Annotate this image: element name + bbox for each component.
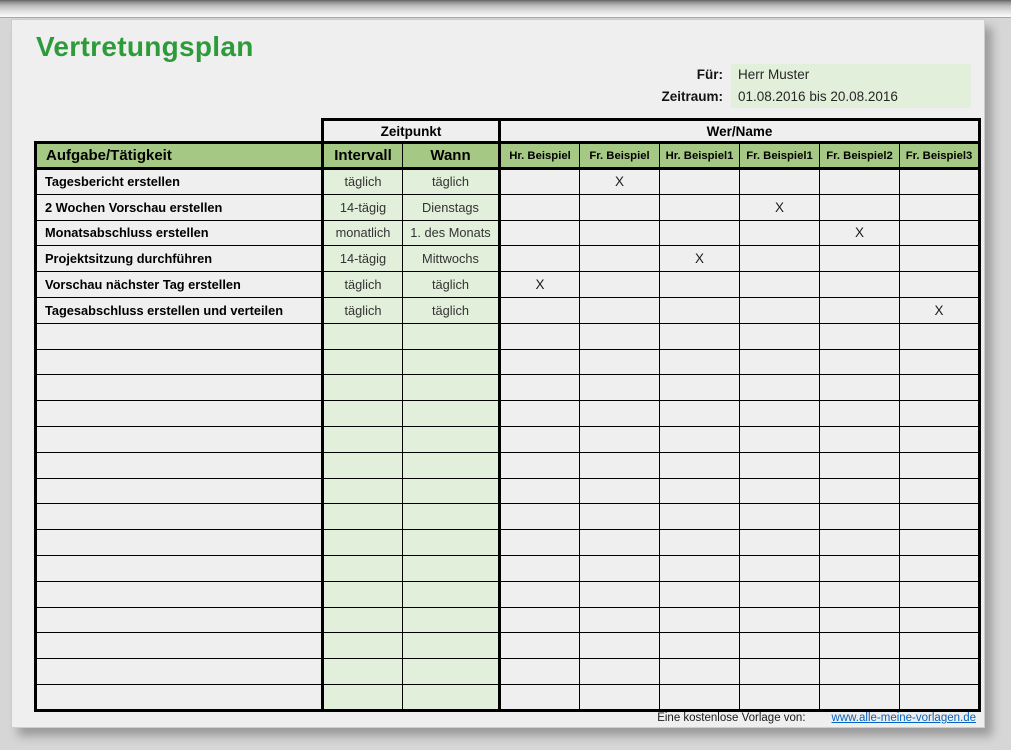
task-cell[interactable] — [36, 581, 323, 607]
table-row — [36, 297, 980, 323]
mark-cell[interactable] — [740, 581, 820, 607]
column-header-row — [36, 143, 980, 169]
empty-table-row — [36, 323, 980, 349]
mark-cell[interactable] — [660, 323, 740, 349]
plan-table-wrapper — [34, 118, 981, 712]
intervall-cell[interactable] — [323, 349, 403, 375]
mark-cell[interactable] — [580, 452, 660, 478]
mark-cell[interactable] — [900, 607, 980, 633]
mark-cell[interactable] — [820, 297, 900, 323]
mark-cell[interactable] — [580, 194, 660, 220]
task-cell[interactable] — [36, 401, 323, 427]
window-top-edge — [0, 0, 1011, 18]
mark-cell[interactable] — [740, 684, 820, 710]
empty-table-row — [36, 426, 980, 452]
mark-cell[interactable] — [500, 659, 580, 685]
mark-cell[interactable] — [500, 375, 580, 401]
mark-cell[interactable] — [900, 504, 980, 530]
mark-cell[interactable] — [580, 684, 660, 710]
mark-cell[interactable] — [500, 581, 580, 607]
task-cell[interactable] — [36, 323, 323, 349]
mark-cell[interactable] — [820, 194, 900, 220]
wann-cell[interactable] — [403, 504, 500, 530]
mark-cell[interactable] — [900, 452, 980, 478]
mark-cell[interactable] — [740, 220, 820, 246]
task-cell[interactable] — [36, 426, 323, 452]
table-row — [36, 194, 980, 220]
task-cell[interactable] — [36, 607, 323, 633]
empty-table-row — [36, 401, 980, 427]
column-header-name-2: Fr. Beispiel — [580, 143, 660, 169]
wann-cell[interactable] — [403, 684, 500, 710]
intervall-cell[interactable] — [323, 323, 403, 349]
mark-cell[interactable]: X — [580, 169, 660, 195]
wann-cell[interactable] — [403, 607, 500, 633]
group-header-wer-name: Wer/Name — [500, 120, 980, 143]
mark-cell[interactable] — [820, 272, 900, 298]
zeitraum-label: Zeitraum: — [661, 89, 723, 104]
mark-cell[interactable] — [660, 684, 740, 710]
task-cell[interactable]: Tagesbericht erstellen — [36, 169, 323, 195]
mark-cell[interactable] — [580, 581, 660, 607]
wann-cell[interactable] — [403, 375, 500, 401]
intervall-cell[interactable]: 14-tägig — [323, 194, 403, 220]
wann-cell[interactable] — [403, 452, 500, 478]
mark-cell[interactable] — [660, 530, 740, 556]
wann-cell[interactable] — [403, 478, 500, 504]
intervall-cell[interactable] — [323, 375, 403, 401]
mark-cell[interactable] — [660, 349, 740, 375]
mark-cell[interactable] — [900, 220, 980, 246]
mark-cell[interactable] — [580, 659, 660, 685]
mark-cell[interactable] — [900, 375, 980, 401]
mark-cell[interactable] — [580, 426, 660, 452]
mark-cell[interactable] — [740, 246, 820, 272]
mark-cell[interactable] — [820, 607, 900, 633]
mark-cell[interactable] — [820, 349, 900, 375]
mark-cell[interactable] — [660, 169, 740, 195]
empty-table-row — [36, 684, 980, 710]
mark-cell[interactable] — [900, 401, 980, 427]
mark-cell[interactable] — [900, 349, 980, 375]
table-row — [36, 169, 980, 195]
fuer-label: Für: — [696, 67, 723, 82]
mark-cell[interactable] — [660, 401, 740, 427]
mark-cell[interactable] — [660, 272, 740, 298]
mark-cell[interactable] — [900, 478, 980, 504]
mark-cell[interactable] — [580, 375, 660, 401]
mark-cell[interactable] — [580, 555, 660, 581]
mark-cell[interactable]: X — [660, 246, 740, 272]
mark-cell[interactable] — [660, 375, 740, 401]
table-row — [36, 220, 980, 246]
task-cell[interactable]: Monatsabschluss erstellen — [36, 220, 323, 246]
task-cell[interactable] — [36, 452, 323, 478]
footer — [657, 712, 976, 724]
intervall-cell[interactable] — [323, 426, 403, 452]
mark-cell[interactable] — [820, 169, 900, 195]
mark-cell[interactable] — [580, 272, 660, 298]
task-cell[interactable] — [36, 659, 323, 685]
mark-cell[interactable] — [900, 246, 980, 272]
column-header-task: Aufgabe/Tätigkeit — [36, 143, 323, 169]
page-title: Vertretungsplan — [36, 31, 254, 62]
intervall-cell[interactable] — [323, 452, 403, 478]
empty-table-row — [36, 607, 980, 633]
mark-cell[interactable] — [820, 684, 900, 710]
intervall-cell[interactable] — [323, 478, 403, 504]
intervall-cell[interactable] — [323, 607, 403, 633]
wann-cell[interactable] — [403, 426, 500, 452]
intervall-cell[interactable]: täglich — [323, 272, 403, 298]
mark-cell[interactable] — [660, 504, 740, 530]
mark-cell[interactable] — [500, 246, 580, 272]
mark-cell[interactable] — [900, 426, 980, 452]
wann-cell[interactable] — [403, 633, 500, 659]
column-header-name-3: Hr. Beispiel1 — [660, 143, 740, 169]
mark-cell[interactable] — [900, 555, 980, 581]
mark-cell[interactable]: X — [500, 272, 580, 298]
empty-table-row — [36, 478, 980, 504]
mark-cell[interactable] — [740, 323, 820, 349]
meta-row-fuer — [549, 64, 979, 86]
mark-cell[interactable] — [740, 555, 820, 581]
column-header-name-1: Hr. Beispiel — [500, 143, 580, 169]
mark-cell[interactable] — [660, 478, 740, 504]
mark-cell[interactable] — [660, 194, 740, 220]
mark-cell[interactable] — [580, 530, 660, 556]
mark-cell[interactable] — [900, 194, 980, 220]
mark-cell[interactable]: X — [900, 297, 980, 323]
task-cell[interactable] — [36, 504, 323, 530]
mark-cell[interactable] — [660, 220, 740, 246]
header-spacer — [36, 120, 323, 143]
mark-cell[interactable] — [740, 426, 820, 452]
task-cell[interactable] — [36, 349, 323, 375]
mark-cell[interactable] — [820, 555, 900, 581]
mark-cell[interactable] — [580, 478, 660, 504]
mark-cell[interactable] — [820, 659, 900, 685]
mark-cell[interactable] — [820, 504, 900, 530]
mark-cell[interactable] — [580, 220, 660, 246]
mark-cell[interactable] — [580, 607, 660, 633]
mark-cell[interactable] — [900, 272, 980, 298]
task-cell[interactable] — [36, 633, 323, 659]
mark-cell[interactable] — [580, 297, 660, 323]
mark-cell[interactable] — [500, 169, 580, 195]
mark-cell[interactable] — [740, 607, 820, 633]
fuer-value-field[interactable]: Herr Muster — [731, 64, 971, 86]
intervall-cell[interactable] — [323, 530, 403, 556]
mark-cell[interactable] — [820, 323, 900, 349]
mark-cell[interactable] — [500, 607, 580, 633]
mark-cell[interactable] — [820, 426, 900, 452]
wann-cell[interactable] — [403, 530, 500, 556]
table-body — [36, 169, 980, 711]
mark-cell[interactable] — [820, 401, 900, 427]
mark-cell[interactable]: X — [820, 220, 900, 246]
mark-cell[interactable] — [740, 169, 820, 195]
mark-cell[interactable] — [580, 633, 660, 659]
task-cell[interactable]: Projektsitzung durchführen — [36, 246, 323, 272]
empty-table-row — [36, 504, 980, 530]
mark-cell[interactable] — [660, 659, 740, 685]
intervall-cell[interactable]: monatlich — [323, 220, 403, 246]
footer-text: Eine kostenlose Vorlage von: — [657, 712, 806, 724]
mark-cell[interactable] — [500, 684, 580, 710]
task-cell[interactable]: Vorschau nächster Tag erstellen — [36, 272, 323, 298]
mark-cell[interactable] — [740, 349, 820, 375]
intervall-cell[interactable]: täglich — [323, 297, 403, 323]
mark-cell[interactable] — [820, 375, 900, 401]
wann-cell[interactable]: täglich — [403, 169, 500, 195]
vertretungsplan-table — [34, 118, 981, 712]
column-header-name-4: Fr. Beispiel1 — [740, 143, 820, 169]
mark-cell[interactable] — [580, 349, 660, 375]
mark-cell[interactable] — [500, 401, 580, 427]
empty-table-row — [36, 349, 980, 375]
mark-cell[interactable] — [660, 607, 740, 633]
empty-table-row — [36, 555, 980, 581]
column-header-name-6: Fr. Beispiel3 — [900, 143, 980, 169]
mark-cell[interactable] — [820, 478, 900, 504]
meta-row-zeitraum — [549, 86, 979, 108]
mark-cell[interactable] — [900, 684, 980, 710]
mark-cell[interactable] — [820, 633, 900, 659]
group-header-zeitpunkt: Zeitpunkt — [323, 120, 500, 143]
wann-cell[interactable] — [403, 581, 500, 607]
mark-cell[interactable] — [900, 633, 980, 659]
wann-cell[interactable]: 1. des Monats — [403, 220, 500, 246]
mark-cell[interactable] — [820, 246, 900, 272]
mark-cell[interactable] — [500, 452, 580, 478]
mark-cell[interactable] — [580, 246, 660, 272]
mark-cell[interactable] — [820, 530, 900, 556]
document-page — [11, 19, 985, 728]
wann-cell[interactable]: täglich — [403, 297, 500, 323]
mark-cell[interactable] — [580, 401, 660, 427]
mark-cell[interactable] — [660, 452, 740, 478]
table-row — [36, 272, 980, 298]
intervall-cell[interactable]: 14-tägig — [323, 246, 403, 272]
wann-cell[interactable] — [403, 401, 500, 427]
column-header-name-5: Fr. Beispiel2 — [820, 143, 900, 169]
mark-cell[interactable] — [900, 581, 980, 607]
mark-cell[interactable] — [740, 272, 820, 298]
task-cell[interactable] — [36, 555, 323, 581]
task-cell[interactable]: Tagesabschluss erstellen und verteilen — [36, 297, 323, 323]
mark-cell[interactable] — [900, 323, 980, 349]
column-header-wann: Wann — [403, 143, 500, 169]
intervall-cell[interactable] — [323, 555, 403, 581]
table-row — [36, 246, 980, 272]
intervall-cell[interactable]: täglich — [323, 169, 403, 195]
mark-cell[interactable] — [900, 169, 980, 195]
empty-table-row — [36, 452, 980, 478]
task-cell[interactable]: 2 Wochen Vorschau erstellen — [36, 194, 323, 220]
mark-cell[interactable] — [500, 426, 580, 452]
empty-table-row — [36, 633, 980, 659]
task-cell[interactable] — [36, 684, 323, 710]
mark-cell[interactable] — [500, 504, 580, 530]
empty-table-row — [36, 659, 980, 685]
intervall-cell[interactable] — [323, 581, 403, 607]
mark-cell[interactable] — [900, 530, 980, 556]
wann-cell[interactable] — [403, 323, 500, 349]
intervall-cell[interactable] — [323, 684, 403, 710]
mark-cell[interactable] — [820, 581, 900, 607]
empty-table-row — [36, 530, 980, 556]
mark-cell[interactable] — [820, 452, 900, 478]
mark-cell[interactable] — [500, 220, 580, 246]
mark-cell[interactable] — [660, 633, 740, 659]
wann-cell[interactable]: Dienstags — [403, 194, 500, 220]
intervall-cell[interactable] — [323, 659, 403, 685]
mark-cell[interactable] — [740, 530, 820, 556]
mark-cell[interactable] — [660, 581, 740, 607]
mark-cell[interactable] — [660, 555, 740, 581]
mark-cell[interactable] — [740, 401, 820, 427]
wann-cell[interactable]: täglich — [403, 272, 500, 298]
intervall-cell[interactable] — [323, 401, 403, 427]
intervall-cell[interactable] — [323, 504, 403, 530]
meta-block — [549, 64, 979, 108]
task-cell[interactable] — [36, 530, 323, 556]
mark-cell[interactable] — [580, 504, 660, 530]
mark-cell[interactable] — [740, 297, 820, 323]
mark-cell[interactable]: X — [740, 194, 820, 220]
wann-cell[interactable] — [403, 555, 500, 581]
column-header-intervall: Intervall — [323, 143, 403, 169]
mark-cell[interactable] — [500, 297, 580, 323]
mark-cell[interactable] — [740, 478, 820, 504]
mark-cell[interactable] — [740, 659, 820, 685]
mark-cell[interactable] — [900, 659, 980, 685]
task-cell[interactable] — [36, 478, 323, 504]
mark-cell[interactable] — [500, 633, 580, 659]
footer-link[interactable]: www.alle-meine-vorlagen.de — [831, 712, 976, 724]
intervall-cell[interactable] — [323, 633, 403, 659]
mark-cell[interactable] — [580, 323, 660, 349]
mark-cell[interactable] — [500, 530, 580, 556]
mark-cell[interactable] — [660, 426, 740, 452]
empty-table-row — [36, 581, 980, 607]
wann-cell[interactable] — [403, 349, 500, 375]
mark-cell[interactable] — [740, 633, 820, 659]
empty-table-row — [36, 375, 980, 401]
mark-cell[interactable] — [500, 194, 580, 220]
mark-cell[interactable] — [500, 555, 580, 581]
mark-cell[interactable] — [740, 375, 820, 401]
mark-cell[interactable] — [500, 478, 580, 504]
group-header-row — [36, 120, 980, 143]
mark-cell[interactable] — [500, 349, 580, 375]
mark-cell[interactable] — [660, 297, 740, 323]
mark-cell[interactable] — [740, 504, 820, 530]
mark-cell[interactable] — [740, 452, 820, 478]
zeitraum-value-field[interactable]: 01.08.2016 bis 20.08.2016 — [731, 86, 971, 108]
wann-cell[interactable] — [403, 659, 500, 685]
wann-cell[interactable]: Mittwochs — [403, 246, 500, 272]
task-cell[interactable] — [36, 375, 323, 401]
mark-cell[interactable] — [500, 323, 580, 349]
